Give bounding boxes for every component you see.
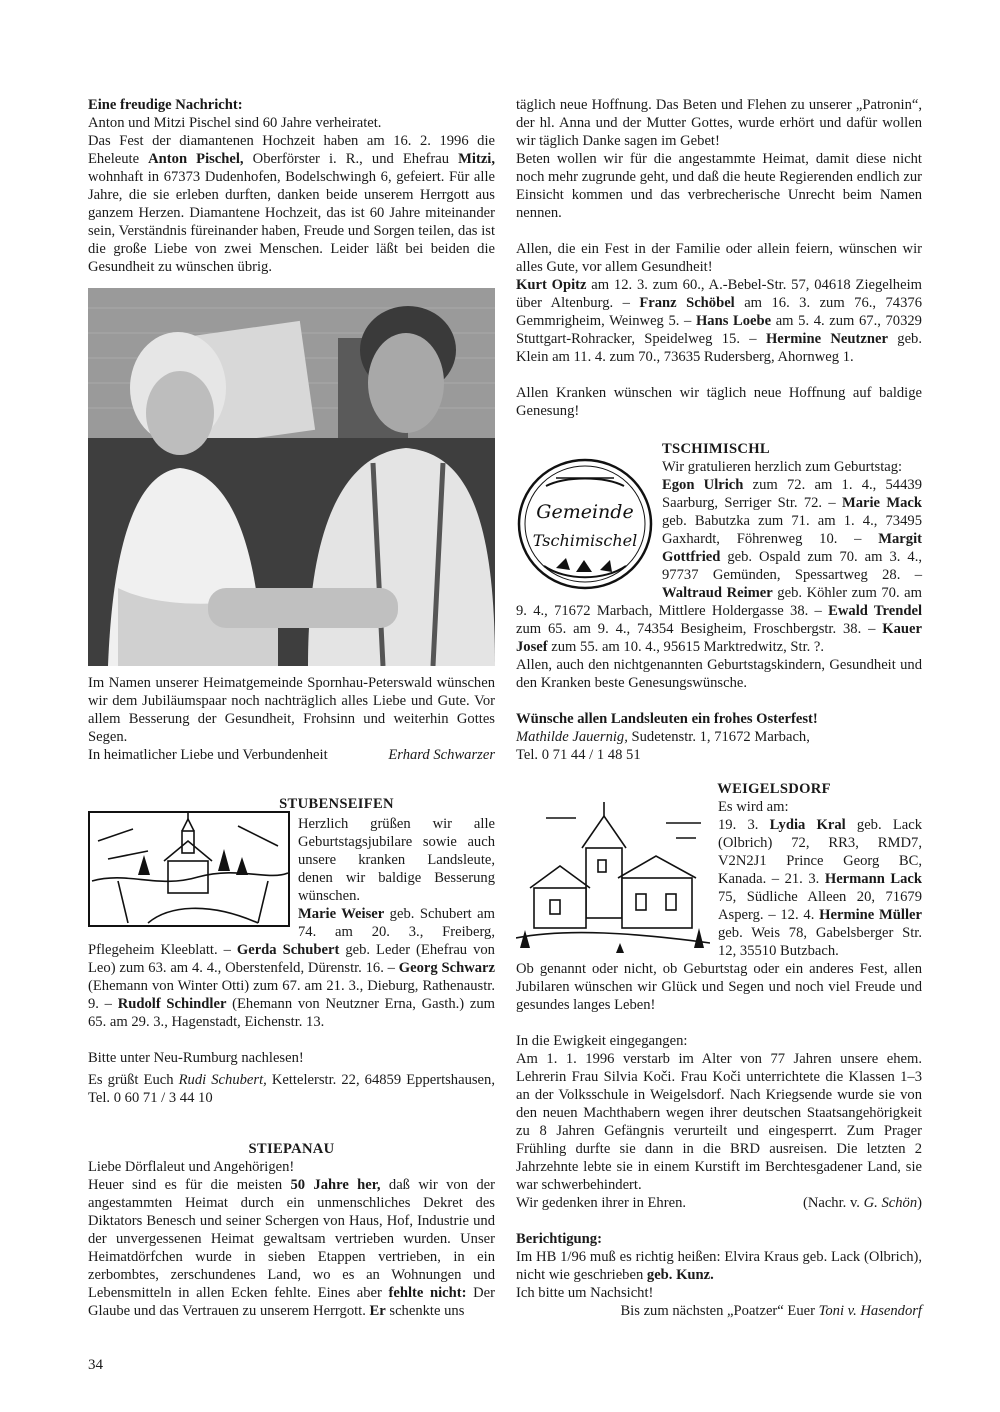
church-illustration-stubenseifen	[88, 811, 290, 927]
tschimischl-intro: Wir gratulieren herzlich zum Geburtstag:	[662, 459, 903, 475]
church-illustration-weigelsdorf	[516, 798, 710, 958]
birthday-list: Kurt Opitz am 12. 3. zum 60., A.-Bebel-Str. 57, 04618 Ziegelheim über Altenburg. – Franz Schöbel am 16. 3. zum 76., 74376 Gemmrigheim, Weinweg 5. – Hans Loebe am 5. 4. zum 67., 70329 Stuttgart-Rohracker, Speidelweg 15. – Hermine Neutzner geb. Klein am 11. 4. zum 70., 73635 Rudersberg, Ahornweg 1.	[516, 277, 922, 365]
nachr-credit: (Nachr. v. G. Schön)	[802, 1195, 922, 1211]
caption-text: Im Namen unserer Heimatgemeinde Spornhau-Peterswald wünschen wir dem Jubiläumspaar noch nachträglich alles Liebe und Gute. Vor allem Besserung der Gesundheit, Frohsinn und weiterhin Gottes Segen.	[88, 675, 495, 745]
section-weigelsdorf	[516, 780, 922, 1320]
article-body: Das Fest der diamantenen Hochzeit haben am 16. 2. 1996 die Eheleute Anton Pischel, Oberförster i. R., und Ehefrau Mitzi, wohnhaft in 67373 Dudenhofen, Bodelschwingh 6, gefeiert. Für alle Jahre, die sie erleben durften, danken beide unserem Herrgott aus ganzem Herzen. Diamantene Hochzeit, das ist 60 Jahre miteinander sein, Verständnis füreinander haben, Freude und Sorgen teilen, das ist die große Liebe von zwei Menschen. Leider läßt bei beiden die Gesundheit zu wünschen übrig.	[88, 133, 496, 275]
section-heading: TSCHIMISCHL	[662, 441, 770, 457]
ewigkeit-body: Am 1. 1. 1996 verstarb im Alter von 77 Jahren unsere ehem. Lehrerin Frau Silvia Koči. Frau Koči unterrichtete die Klassen 1–3 an der Volksschule in Weigelsdorf. Nach Kriegsende wurde sie von den neuen Machthabern wegen ihrer deutschen Staatsangehörigkeit zu 8 Jahren Gefängnis verurteilt und eingesperrt. Zum Prager Frühling durfte sie dann in die BRD ausreisen. Die letzten 2 Jahrzehnte lebte sie in einem Kurstift im Berchtesgadener Land, sie war schwerbehindert.	[516, 1051, 922, 1193]
stamp-text-1: Gemeinde	[536, 501, 634, 523]
tschimischl-tel: Tel. 0 71 44 / 1 48 51	[516, 747, 641, 763]
article-freudige-nachricht	[88, 96, 495, 276]
caption-closing: In heimatlicher Liebe und Verbundenheit Erhard Schwarzer	[88, 747, 495, 763]
final-signoff: Bis zum nächsten „Poatzer“ Euer Toni v. Hasendorf	[620, 1303, 922, 1319]
section-tschimischl	[516, 440, 922, 764]
stiepanau-continued	[516, 96, 922, 420]
stamp-text-2: Tschimischel	[532, 531, 638, 550]
fest-wishes: Allen, die ein Fest in der Familie oder allein feiern, wünschen wir alles Gute, vor allem Gesundheit!	[516, 241, 922, 275]
page-number: 34	[88, 1357, 103, 1373]
section-stiepanau	[88, 1140, 495, 1320]
ewigkeit-title: In die Ewigkeit eingegangen:	[516, 1033, 688, 1049]
article-title: Eine freudige Nachricht:	[88, 97, 243, 113]
photo-caption	[88, 674, 495, 764]
berichtigung-title: Berichtigung:	[516, 1231, 602, 1247]
berichtigung-body: Im HB 1/96 muß es richtig heißen: Elvira Kraus geb. Lack (Olbrich), nicht wie geschrieben geb. Kunz.	[516, 1249, 922, 1283]
section-stubenseifen	[88, 795, 495, 1107]
continued-text-2: Beten wollen wir für die angestammte Heimat, damit diese nicht noch mehr zugrunde geht, und daß die heute Regierenden endlich zur Einsicht kommen und das verbrecherische Unrecht beim Namen nennen.	[516, 151, 922, 221]
tschimischl-list: Egon Ulrich zum 72. am 1. 4., 54439 Saarburg, Serriger Str. 72. – Marie Mack geb. Babutzka zum 71. am 1. 4., 73495 Gaxhardt, Föhrenweg 10. – Margit Gottfried geb. Ospald zum 70. am 3. 4., 97737 Gemünden, Spessartweg 28. – Waltraud Reimer geb. Köhler zum 70. am 9. 4., 71672 Marbach, Mittlere Holdergasse 38. – Ewald Trendel zum 65. am 9. 4., 74354 Besigheim, Froschbergstr. 38. – Kauer Josef zum 55. am 10. 4., 95615 Marktredwitz, Str. ?.	[516, 477, 922, 655]
tschimischl-all: Allen, auch den nichtgenannten Geburtstagskindern, Gesundheit und den Kranken beste Genesungswünsche.	[516, 657, 922, 691]
weigelsdorf-wish: Ob genannt oder nicht, ob Geburtstag oder ein anderes Fest, allen Jubilaren wünschen wir Glück und Segen und noch viel Freude und gesundes langes Leben!	[516, 961, 922, 1013]
stiepanau-greeting: Liebe Dörflaleut und Angehörigen!	[88, 1159, 295, 1175]
couple-photo	[88, 288, 495, 666]
berichtigung-apology: Ich bitte um Nachsicht!	[516, 1285, 654, 1301]
gedenken-line: Wir gedenken ihrer in Ehren. (Nachr. v. G. Schön)	[516, 1195, 922, 1211]
stubenseifen-greeting: Es grüßt Euch Rudi Schubert, Kettelerstr. 22, 64859 Eppertshausen, Tel. 0 60 71 / 3 44 10	[88, 1072, 495, 1106]
article-lead: Anton und Mitzi Pischel sind 60 Jahre verheiratet.	[88, 115, 382, 131]
stiepanau-body: Heuer sind es für die meisten 50 Jahre her, daß wir von der angestammten Heimat durch ein unmenschliches Dekret des Diktators Benesch und seiner Schergen von Haus, Hof, Industrie und der unvergessenen Heimat gewaltsam vertrieben wurden. Unser Heimatdörfchen wurde in sieben Etappen vertrieben, in ein zerbombtes, zerschundenes Land, wo es an Wohnungen und Lebensmitteln in allen Ecken fehlte. Eines aber fehlte nicht: Der Glaube und das Vertrauen zu unserem Herrgott. Er schenkte uns	[88, 1177, 495, 1319]
sick-wishes: Allen Kranken wünschen wir täglich neue Hoffnung auf baldige Genesung!	[516, 385, 922, 419]
weigelsdorf-intro: Es wird am:	[718, 799, 789, 815]
continued-text: täglich neue Hoffnung. Das Beten und Flehen zu unserer „Patronin“, der hl. Anna und der Mutter Gottes, wurde erhört und dafür wollen wir täglich Danke sagen im Gebet!	[516, 97, 922, 149]
stubenseifen-list: Marie Weiser geb. Schubert am 74. am 20. 3., Freiberg, Pflegeheim Kleeblatt. – Gerda Schubert geb. Leder (Ehefrau von Leo) zum 63. am 4. 4., Oberstenfeld, Dürenstr. 16. – Georg Schwarz (Ehemann von Winter Otti) zum 67. am 21. 3., Dieburg, Rathenaustr. 9. – Rudolf Schindler (Ehemann von Neutzner Erna, Gasth.) zum 65. am 29. 3., Hagenstadt, Eichenstr. 13.	[88, 906, 496, 1030]
tschimischl-signature: Mathilde Jauernig, Sudetenstr. 1, 71672 Marbach,	[516, 729, 810, 745]
weigelsdorf-list: 19. 3. Lydia Kral geb. Lack (Olbrich) 72, RR3, RMD7, V2N2J1 Prince Georg BC, Kanada. – 21. 3. Hermann Lack 75, Südliche Alleen 20, 71679 Asperg. – 12. 4. Hermine Müller geb. Weis 78, Gabelsberger Str. 12, 35510 Butzbach.	[718, 817, 923, 959]
gemeinde-stamp	[516, 456, 654, 592]
section-heading: WEIGELSDORF	[717, 781, 831, 797]
caption-signature: Erhard Schwarzer	[388, 747, 495, 763]
section-heading: STUBENSEIFEN	[279, 796, 394, 812]
stubenseifen-intro: Herzlich grüßen wir alle Geburtstagsjubilare sowie auch unsere kranken Landsleute, denen wir baldige Besserung wünschen.	[298, 816, 495, 904]
section-heading: STIEPANAU	[248, 1141, 335, 1157]
oster-wish: Wünsche allen Landsleuten ein frohes Osterfest!	[516, 711, 818, 727]
stubenseifen-note: Bitte unter Neu-Rumburg nachlesen!	[88, 1050, 304, 1066]
